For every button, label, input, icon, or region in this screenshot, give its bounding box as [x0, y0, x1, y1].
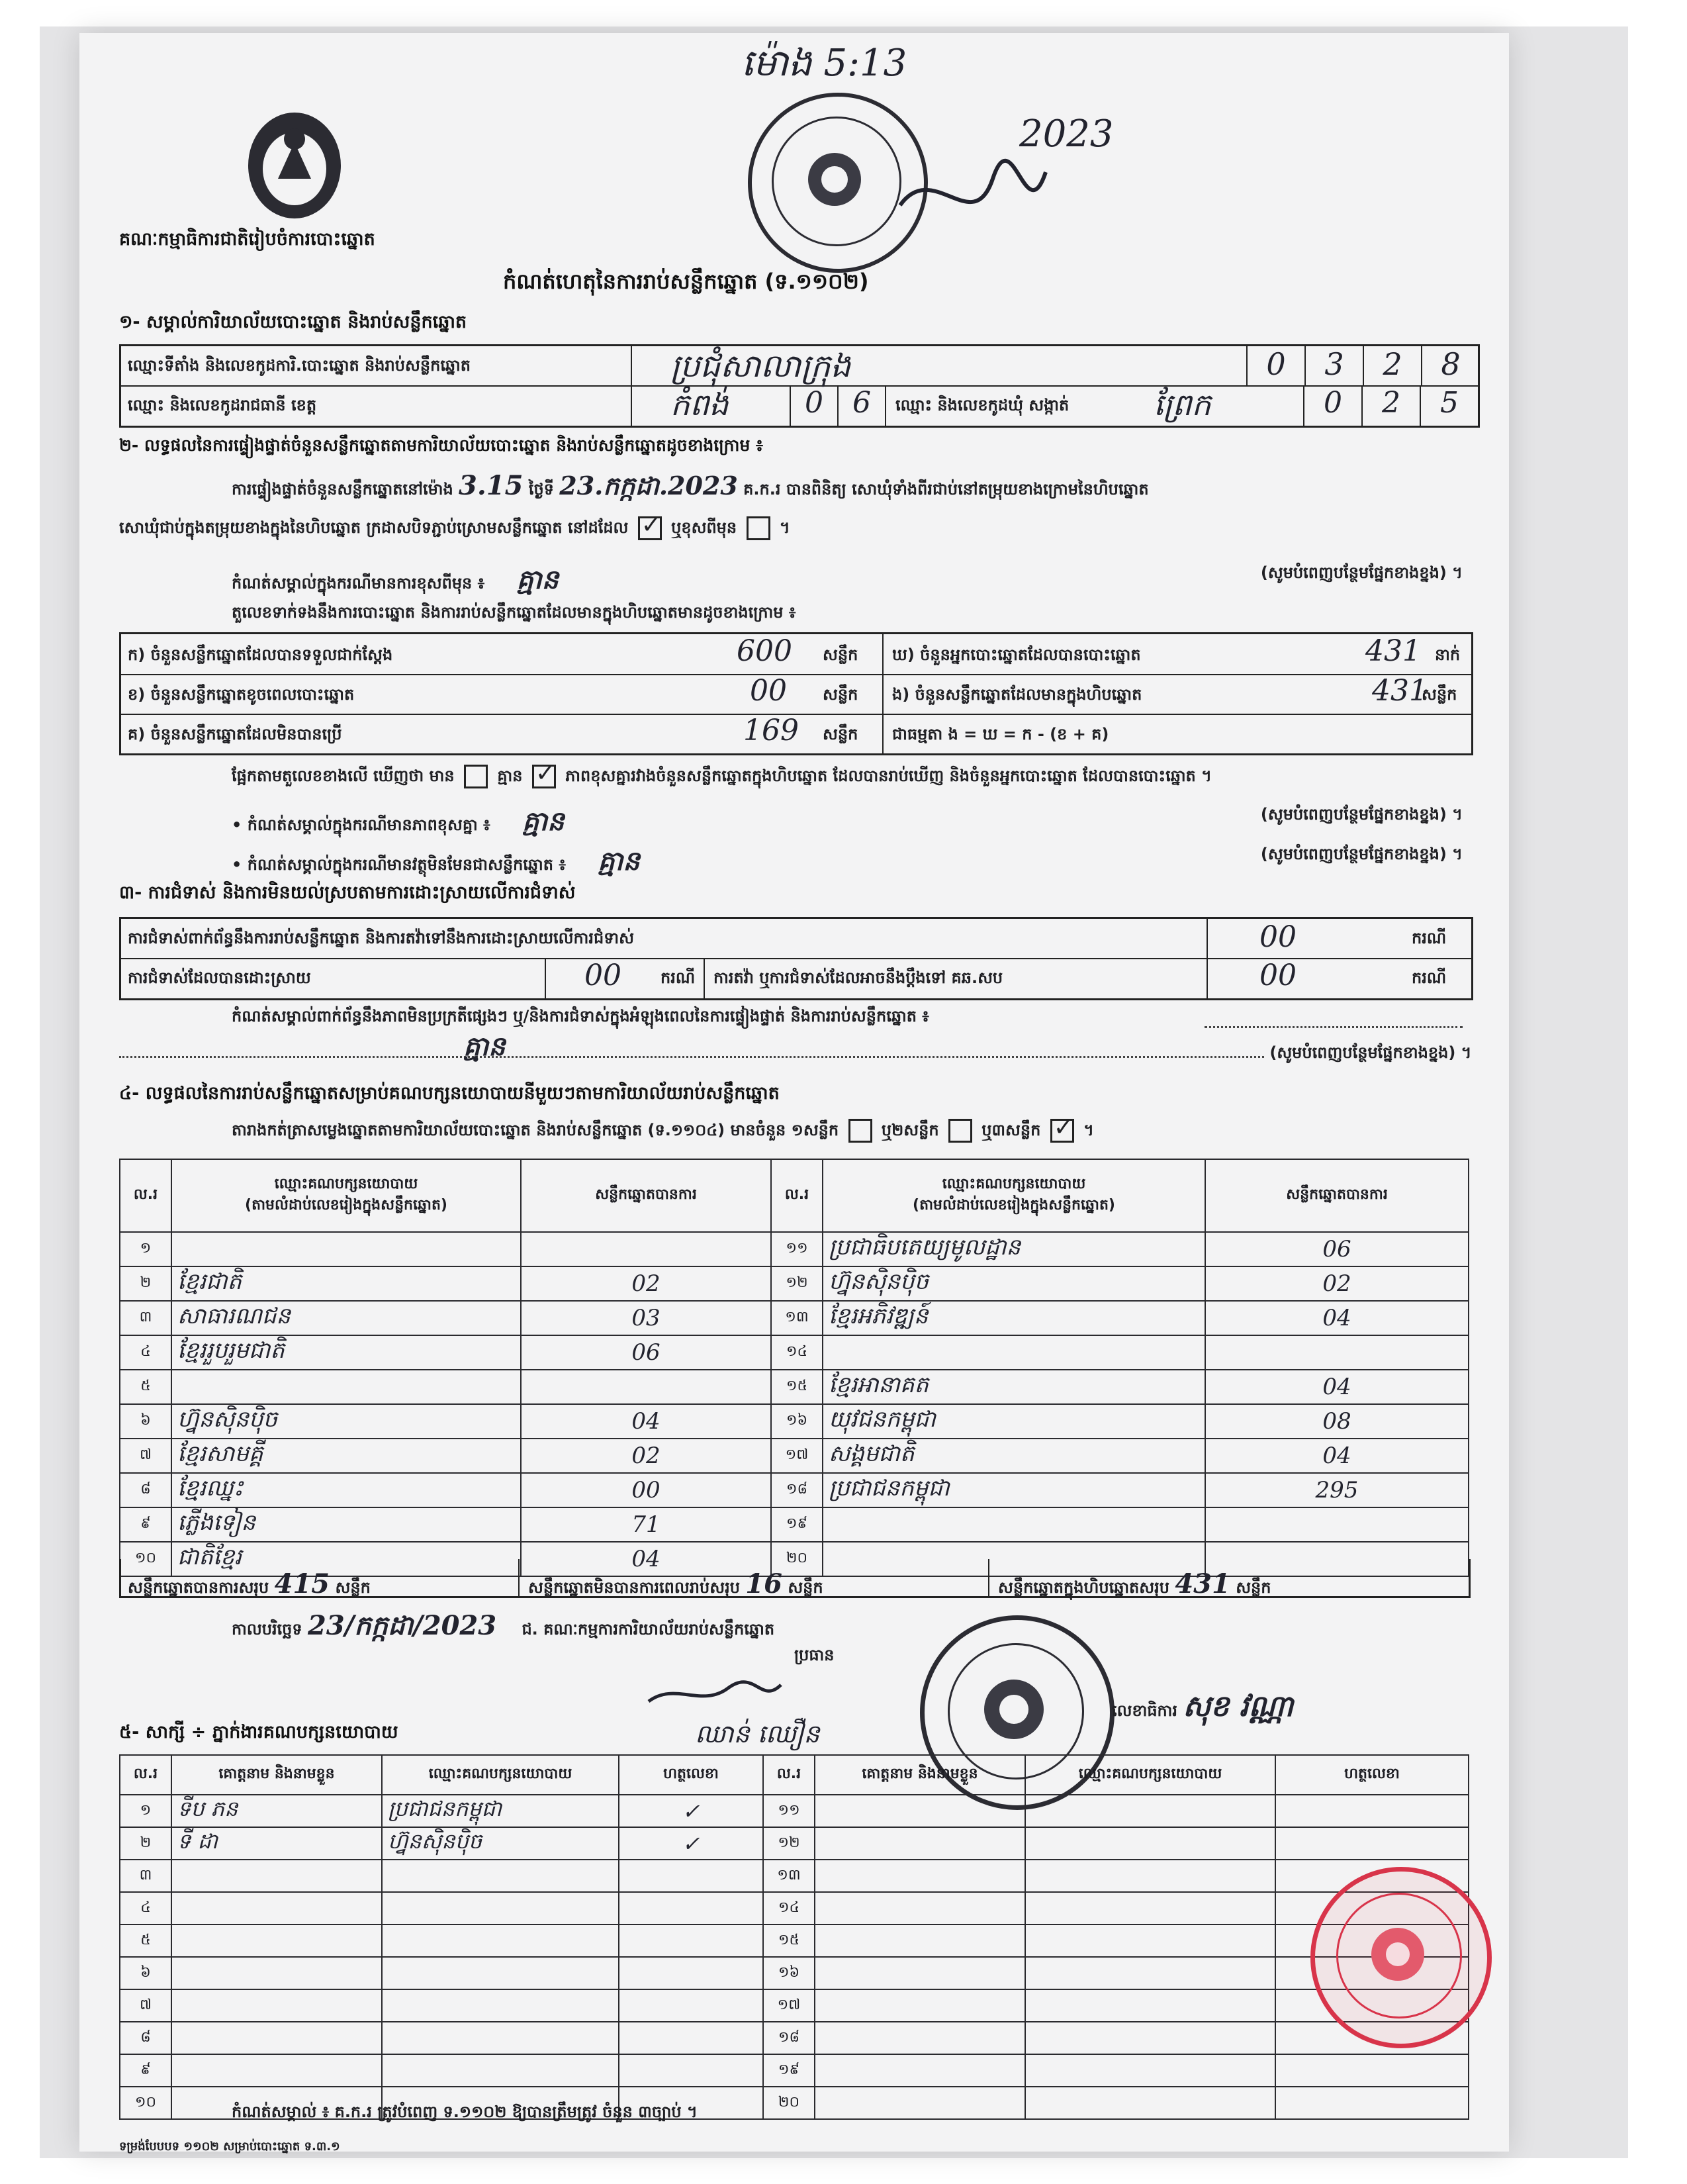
table-row: [120, 2054, 1469, 2087]
table-cell: [823, 1507, 1205, 1542]
chair-label: ប្រធាន: [794, 1646, 835, 1664]
secretary-line: លេខាធិការ សុខ វណ្ណា: [1112, 1689, 1294, 1723]
table-cell: ២០: [771, 1542, 823, 1576]
table-row: [120, 1232, 1469, 1266]
table-cell: 00: [521, 1473, 771, 1507]
section3-note-label: កំណត់សម្គាល់ពាក់ព័ន្ធនឹងភាពមិនប្រក្រតីផ្សេងៗ ឬ/និងការជំទាស់ក្នុងអំឡុងពេលនៃការផ្ទៀងផ្ទាត់ និងការរាប់សន្លឹកឆ្នោត ៖: [232, 1007, 929, 1025]
table-row: [120, 1301, 1469, 1335]
table-row: [120, 2022, 1469, 2054]
totals-row: សន្លឹកឆ្នោតបានការសរុប 415 សន្លឹក សន្លឹកឆ្នោតមិនបានការពេលរាប់សរុប 16 សន្លឹក សន្លឹកឆ្នោតក្នុងហិបឆ្នោតសរុប 431 សន្លឹក: [119, 1559, 1471, 1598]
table-cell: [382, 1957, 619, 1989]
table-cell: ហ្វ៊ុនស៊ិនប៉ិច: [823, 1266, 1205, 1301]
table-cell: [382, 1989, 619, 2022]
table-cell: [1025, 1924, 1275, 1957]
table-cell: [521, 1232, 771, 1266]
table-cell: ទីប ភន: [171, 1795, 382, 1827]
table-row: [120, 1795, 1469, 1827]
objections-resolved: 00: [584, 959, 621, 992]
table-cell: [619, 1860, 763, 1892]
stamp-red: [1310, 1867, 1492, 2048]
table-cell: ១៥: [771, 1370, 823, 1404]
table-row: [120, 1439, 1469, 1473]
chair-signature: [642, 1675, 788, 1715]
signature-top: [893, 152, 1052, 245]
table-cell: សង្គមជាតិ: [823, 1439, 1205, 1473]
table-cell: [171, 1924, 382, 1957]
table-cell: ៣: [120, 1860, 171, 1892]
table-cell: ប្រជាជនកម្ពុជា: [823, 1473, 1205, 1507]
table-cell: ២: [120, 1266, 171, 1301]
table-cell: [171, 1892, 382, 1924]
date-line: កាលបរិច្ឆេទ 23/កក្កដា/2023 ជ. គណៈកម្មការការិយាល័យរាប់សន្លឹកឆ្នោត: [232, 1610, 775, 1641]
total-valid: 415: [274, 1568, 330, 1599]
section2-para2: សោឃុំជាប់ក្នុងតម្រុយខាងក្នុងនៃហិបឆ្នោត ក្រដាសបិទភ្ជាប់ស្រោមសន្លឹកឆ្នោត នៅដដែល ✓ ឬខុសពីមុន ។: [119, 516, 790, 541]
table-cell: 03: [521, 1301, 771, 1335]
station-label: ឈ្មោះទីតាំង និងលេខកូដការិ.បោះឆ្នោត និងរាប់សន្លឹកឆ្នោត: [128, 356, 471, 375]
table-row: [120, 1370, 1469, 1404]
table-cell: [1025, 1957, 1275, 1989]
district-label: ឈ្មោះ និងលេខកូដរាជធានី ខេត្ត: [128, 396, 317, 414]
table-cell: ១: [120, 1232, 171, 1266]
counts-intro: តួលេខទាក់ទងនឹងការបោះឆ្នោត និងការរាប់សន្លឹកឆ្នោតដែលមានក្នុងហិបឆ្នោតមានដូចខាងក្រោម ៖: [232, 603, 796, 622]
table-cell: [619, 2022, 763, 2054]
chair-name: ឈាន់ ឈឿន: [695, 1719, 820, 1748]
table-cell: ២: [120, 1827, 171, 1860]
objections-appealed: 00: [1259, 959, 1297, 992]
table-cell: [1205, 1335, 1469, 1370]
table-cell: ៧: [120, 1989, 171, 2022]
table-cell: ១៨: [771, 1473, 823, 1507]
table-cell: [1275, 1827, 1469, 1860]
table-cell: ៥: [120, 1924, 171, 1957]
table-cell: [815, 1827, 1025, 1860]
committee-emblem: [238, 106, 351, 225]
table-cell: ១៨: [763, 2022, 815, 2054]
table-cell: [619, 1957, 763, 1989]
diff-note: • កំណត់សម្គាល់ក្នុងករណីមានភាពខុសគ្នា ៖ គ្មាន (សូមបំពេញបន្ថែមផ្នែកខាងខ្នង) ។: [232, 805, 1463, 837]
table-cell: [1275, 2054, 1469, 2087]
voters-value: 431: [1365, 634, 1421, 668]
handwritten-year: 2023: [1019, 113, 1114, 156]
section1-box: [119, 344, 1480, 428]
changed-checkbox[interactable]: [747, 516, 770, 540]
district-value: កំពង់: [670, 387, 729, 422]
commune-code: 0 2 5: [1303, 386, 1478, 426]
table-cell: [521, 1370, 771, 1404]
table-cell: [1025, 1860, 1275, 1892]
spoiled-value: 00: [750, 674, 787, 708]
table-cell: [1025, 1989, 1275, 2022]
table-cell: 04: [521, 1542, 771, 1576]
station-value: ប្រជុំសាលាក្រុង: [670, 348, 851, 385]
table-cell: [823, 1335, 1205, 1370]
district-code: 0 6: [790, 386, 886, 426]
table-cell: ១៣: [763, 1860, 815, 1892]
table-cell: [382, 2022, 619, 2054]
section5-title: ៥- សាក្សី ÷ ភ្នាក់ងារគណបក្សនយោបាយ: [119, 1722, 398, 1742]
table-cell: ១៥: [763, 1924, 815, 1957]
commune-value: ព្រែក: [1154, 387, 1211, 422]
commune-label: ឈ្មោះ និងលេខកូដឃុំ សង្កាត់: [895, 396, 1070, 414]
table-cell: [619, 2054, 763, 2087]
table-cell: 04: [521, 1404, 771, 1439]
table-cell: [171, 1232, 521, 1266]
table-cell: ១៦: [771, 1404, 823, 1439]
table-cell: [815, 2022, 1025, 2054]
witness-table: ល.រ គោត្តនាម និងនាមខ្លួន ឈ្មោះគណបក្សនយោបាយ ហត្ថលេខា ល.រ គោត្តនាម និងនាមខ្លួន ឈ្មោះគណបក្សនយោបាយ ហត្ថលេខា ១ ទីប ភន ប្រជាជនកម្ពុជា ✓ ១១ ២ ទី ដា ហ្វ៊ុនស៊ិនប៉ិច ✓ ១២ ៣ ១៣ ៤ ១៤ ៥ ១៥ ៦ ១៦ ៧ ១៧ ៨ ១៨ ៩ ១៩ ១០ ២០: [119, 1754, 1469, 2120]
same-checkbox[interactable]: [638, 516, 662, 540]
table-row: [120, 1892, 1469, 1924]
table-cell: ៨: [120, 1473, 171, 1507]
table-cell: [1275, 1795, 1469, 1827]
form-sheet: [79, 33, 1509, 2152]
verify-date: 23.កក្កដា.2023: [559, 471, 738, 500]
table-cell: យុវជនកម្ពុជា: [823, 1404, 1205, 1439]
section3-note: គ្មាន (សូមបំពេញបន្ថែមផ្នែកខាងខ្នង) ។: [119, 1043, 1463, 1066]
table-cell: [382, 1924, 619, 1957]
table-cell: [815, 1795, 1025, 1827]
table-cell: ១៩: [763, 2054, 815, 2087]
table-cell: ហ្វ៊ុនស៊ិនប៉ិច: [171, 1404, 521, 1439]
section4-title: ៤- លទ្ធផលនៃការរាប់សន្លឹកឆ្នោតសម្រាប់គណបក្សនយោបាយនីមួយៗតាមការិយាល័យរាប់សន្លឹកឆ្នោត: [119, 1083, 780, 1104]
diff-yes-checkbox[interactable]: [464, 765, 488, 788]
table-cell: [619, 1924, 763, 1957]
table-cell: ប្រជាធិបតេយ្យមូលដ្ឋាន: [823, 1232, 1205, 1266]
in-box-value: 431: [1372, 674, 1428, 708]
table-cell: [171, 2022, 382, 2054]
table-cell: 08: [1205, 1404, 1469, 1439]
table-cell: 71: [521, 1507, 771, 1542]
committee-name: គណៈកម្មាធិការជាតិរៀបចំការបោះឆ្នោត: [119, 229, 375, 250]
table-cell: 04: [1205, 1370, 1469, 1404]
objections-total: 00: [1259, 920, 1297, 954]
table-cell: ប្រជាជនកម្ពុជា: [382, 1795, 619, 1827]
table-cell: [1025, 2022, 1275, 2054]
table-cell: ខ្មែរអានាគត: [823, 1370, 1205, 1404]
section2-title: ២- លទ្ធផលនៃការផ្ទៀងផ្ទាត់ចំនួនសន្លឹកឆ្នោតតាមការិយាល័យបោះឆ្នោត និងរាប់សន្លឹកឆ្នោតដូចខាងក្រោម ៖: [119, 436, 764, 455]
table-cell: ខ្មែរជាតិ: [171, 1266, 521, 1301]
section1-title: ១- សម្គាល់ការិយាល័យបោះឆ្នោត និងរាប់សន្លឹកឆ្នោត: [119, 312, 467, 332]
table-row: [120, 1827, 1469, 1860]
table-cell: ៣: [120, 1301, 171, 1335]
section4-subtitle: តារាងកត់ត្រាសម្លេងឆ្នោតតាមការិយាល័យបោះឆ្នោត និងរាប់សន្លឹកឆ្នោត (ទ.១១០៤) មានចំនួន ១សន្លឹក ឬ២សន្លឹក ឬ៣សន្លឹក ✓ ។: [232, 1119, 1094, 1143]
table-cell: [1205, 1507, 1469, 1542]
received-value: 600: [737, 634, 792, 668]
one-sheet-checkbox[interactable]: [848, 1119, 872, 1143]
table-cell: ១: [120, 1795, 171, 1827]
scan-background: [40, 26, 1628, 2158]
table-cell: ៨: [120, 2022, 171, 2054]
table-cell: ១៤: [763, 1892, 815, 1924]
table-cell: [1025, 2054, 1275, 2087]
table-cell: [382, 2054, 619, 2087]
results-table: ល.រ ឈ្មោះគណបក្សនយោបាយ (តាមលំដាប់លេខរៀងក្នុងសន្លឹកឆ្នោត) សន្លឹកឆ្នោតបានការ ល.រ ឈ្មោះគណបក្សនយោបាយ (តាមលំដាប់លេខរៀងក្នុងសន្លឹកឆ្នោត) សន្លឹកឆ្នោតបានការ ១ ១១ ប្រជាធិបតេយ្យមូលដ្ឋាន 06 ២ ខ្មែរជាតិ 02 ១២ ហ្វ៊ុនស៊ិនប៉ិច 02 ៣ សាធារណជន 03 ១៣ ខ្មែរអភិវឌ្ឍន៍ 04 ៤ ខ្មែររួបរួមជាតិ 06 ១៤ ៥ ១៥ ខ្មែរអានាគត 04 ៦ ហ្វ៊ុនស៊ិនប៉ិច 04 ១៦ យុវជនកម្ពុជា 08 ៧ ខ្មែរសាមគ្គី 02 ១៧ សង្គមជាតិ 04 ៨ ខ្មែរឈ្នះ 00 ១៨ ប្រជាជនកម្ពុជា 295 ៩ ភ្លើងទៀន 71 ១៩ ១០ ជាតិខ្មែរ 04 ២០: [119, 1159, 1469, 1577]
table-cell: ៩: [120, 1507, 171, 1542]
table-cell: ១៣: [771, 1301, 823, 1335]
table-cell: ខ្មែរឈ្នះ: [171, 1473, 521, 1507]
table-cell: សាធារណជន: [171, 1301, 521, 1335]
table-cell: 04: [1205, 1301, 1469, 1335]
table-cell: ៦: [120, 1404, 171, 1439]
form-title: កំណត់ហេតុនៃការរាប់សន្លឹកឆ្នោត (ទ.១១០២): [503, 269, 869, 294]
table-cell: [1025, 1892, 1275, 1924]
section3-title: ៣- ការជំទាស់ និងការមិនយល់ស្របតាមការដោះស្រាយលើការជំទាស់: [119, 882, 576, 903]
table-cell: ៩: [120, 2054, 171, 2087]
table-cell: ៤: [120, 1335, 171, 1370]
table-cell: ១០: [120, 2087, 171, 2119]
objections-table: ការជំទាស់ពាក់ព័ន្ធនឹងការរាប់សន្លឹកឆ្នោត និងការតវ៉ាទៅនឹងការដោះស្រាយលើការជំទាស់ 00 ករណី ការជំទាស់ដែលបានដោះស្រាយ 00 ករណី ការតវ៉ា ឬការជំទាស់ដែលអាចនឹងប្ដឹងទៅ គឆ.សប 00 ករណី: [119, 917, 1473, 1000]
table-cell: [619, 1989, 763, 2022]
signing-date: 23/កក្កដា/2023: [308, 1610, 497, 1641]
table-cell: ១៤: [771, 1335, 823, 1370]
table-cell: [1025, 1795, 1275, 1827]
table-cell: [1025, 2087, 1275, 2119]
table-cell: [382, 1892, 619, 1924]
table-cell: ១០: [120, 1542, 171, 1576]
table-cell: [171, 2054, 382, 2087]
table-cell: ២០: [763, 2087, 815, 2119]
table-cell: [815, 2054, 1025, 2087]
table-cell: [171, 1370, 521, 1404]
table-cell: ១២: [771, 1266, 823, 1301]
table-cell: 02: [521, 1439, 771, 1473]
section2-note: កំណត់សម្គាល់ក្នុងករណីមានការខុសពីមុន ៖ គ្មាន (សូមបំពេញបន្ថែមផ្នែកខាងខ្នង) ។: [232, 563, 1463, 595]
footer-cut-text: ទម្រង់បែបបទ ១១០២ សម្រាប់បោះឆ្នោត ទ.៣.១: [119, 2140, 340, 2154]
table-cell: 06: [1205, 1232, 1469, 1266]
table-cell: ១៧: [763, 1989, 815, 2022]
table-cell: 06: [521, 1335, 771, 1370]
table-cell: ១១: [763, 1795, 815, 1827]
table-cell: ១២: [763, 1827, 815, 1860]
table-cell: ជាតិខ្មែរ: [171, 1542, 521, 1576]
table-cell: [815, 1860, 1025, 1892]
table-cell: ១៦: [763, 1957, 815, 1989]
table-cell: ខ្មែររួបរួមជាតិ: [171, 1335, 521, 1370]
table-cell: ខ្មែរអភិវឌ្ឍន៍: [823, 1301, 1205, 1335]
three-sheet-checkbox[interactable]: [1050, 1119, 1074, 1143]
two-sheet-checkbox[interactable]: [948, 1119, 972, 1143]
table-cell: ទី ដា: [171, 1827, 382, 1860]
table-cell: ១៩: [771, 1507, 823, 1542]
footer-note: កំណត់សម្គាល់ ៖ គ.ក.រ ត្រូវបំពេញ ទ.១១០២ ឱ្យបានត្រឹមត្រូវ ចំនួន ៣ច្បាប់ ។: [232, 2103, 698, 2121]
table-row: [120, 1924, 1469, 1957]
table-cell: ៧: [120, 1439, 171, 1473]
table-row: [120, 1860, 1469, 1892]
table-cell: ហ្វ៊ុនស៊ិនប៉ិច: [382, 1827, 619, 1860]
section2-para1: ការផ្ទៀងផ្ទាត់ចំនួនសន្លឹកឆ្នោតនៅម៉ោង 3.15 ថ្ងៃទី 23.កក្កដា.2023 គ.ក.រ បានពិនិត្យ សោឃុំទាំងពីរជាប់នៅតម្រុយខាងក្រោមនៃហិបឆ្នោត: [232, 470, 1149, 501]
secretary-name: សុខ វណ្ណា: [1183, 1689, 1294, 1723]
table-cell: [815, 1957, 1025, 1989]
table-row: [120, 1404, 1469, 1439]
table-cell: [815, 1924, 1025, 1957]
table-cell: ✓: [619, 1827, 763, 1860]
table-row: [120, 1266, 1469, 1301]
handwritten-time: ម៉ោង 5:13: [741, 42, 907, 85]
table-cell: 02: [521, 1266, 771, 1301]
table-cell: [382, 1860, 619, 1892]
other-object-note: • កំណត់សម្គាល់ក្នុងករណីមានវត្ថុមិនមែនជាសន្លឹកឆ្នោត ៖ គ្មាន (សូមបំពេញបន្ថែមផ្នែកខាងខ្នង) ។: [232, 845, 1463, 877]
table-row: [120, 1473, 1469, 1507]
table-cell: ៥: [120, 1370, 171, 1404]
total-invalid: 16: [745, 1568, 782, 1599]
table-cell: ១១: [771, 1232, 823, 1266]
table-cell: 02: [1205, 1266, 1469, 1301]
table-cell: [171, 1957, 382, 1989]
verify-time: 3.15: [459, 470, 524, 501]
table-row: [120, 1335, 1469, 1370]
table-row: [120, 1507, 1469, 1542]
table-cell: [1275, 2087, 1469, 2119]
table-cell: [171, 1989, 382, 2022]
table-cell: ខ្មែរសាមគ្គី: [171, 1439, 521, 1473]
table-cell: ភ្លើងទៀន: [171, 1507, 521, 1542]
table-cell: [1025, 1827, 1275, 1860]
table-cell: ✓: [619, 1795, 763, 1827]
table-cell: [171, 1860, 382, 1892]
counts-table: ក) ចំនួនសន្លឹកឆ្នោតដែលបានទទួលជាក់ស្ដែង 600 សន្លឹក ឃ) ចំនួនអ្នកបោះឆ្នោតដែលបានបោះឆ្នោត 431 នាក់ ខ) ចំនួនសន្លឹកឆ្នោតខូចពេលបោះឆ្នោត 00 សន្លឹក ង) ចំនួនសន្លឹកឆ្នោតដែលមានក្នុងហិបឆ្នោត 431 សន្លឹក គ) ចំនួនសន្លឹកឆ្នោតដែលមិនបានប្រើ 169 សន្លឹក ជាធម្មតា ង = ឃ = ក - (ខ + គ): [119, 632, 1473, 755]
table-cell: [815, 2087, 1025, 2119]
table-cell: [619, 1892, 763, 1924]
diff-line: ផ្អែកតាមតួលេខខាងលើ ឃើញថា មាន គ្មាន ✓ ភាពខុសគ្នារវាងចំនួនសន្លឹកឆ្នោតក្នុងហិបឆ្នោត ដែលបានរាប់ឃើញ និងចំនួនអ្នកបោះឆ្នោត ដែលបានបោះឆ្នោត ។: [232, 765, 1212, 789]
table-cell: 295: [1205, 1473, 1469, 1507]
table-cell: [815, 1989, 1025, 2022]
table-cell: 04: [1205, 1439, 1469, 1473]
station-code: 0 3 2 8: [1246, 346, 1479, 385]
total-in-box: 431: [1175, 1568, 1230, 1599]
table-cell: ៦: [120, 1957, 171, 1989]
table-row: [120, 1989, 1469, 2022]
unused-value: 169: [743, 714, 799, 747]
table-cell: ៤: [120, 1892, 171, 1924]
diff-no-checkbox[interactable]: [532, 765, 556, 788]
table-row: [120, 1957, 1469, 1989]
table-cell: ១៧: [771, 1439, 823, 1473]
table-cell: [815, 1892, 1025, 1924]
